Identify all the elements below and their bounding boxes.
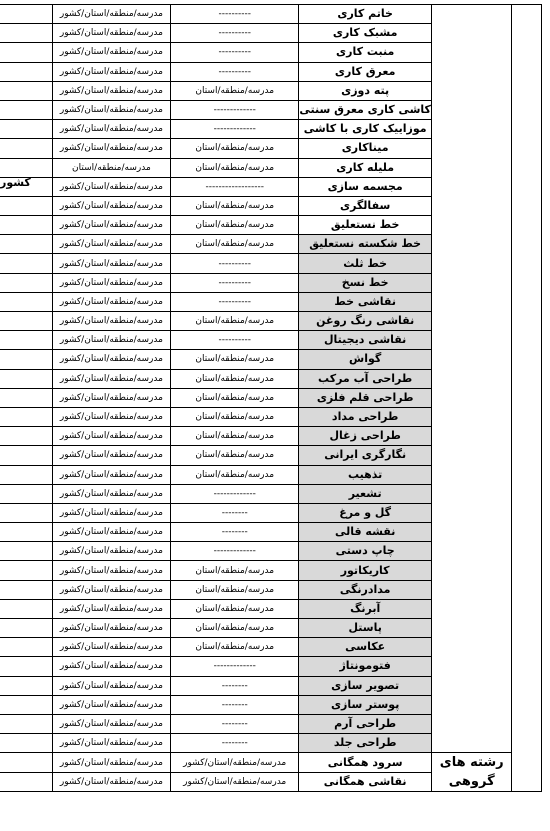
field-name: فتومونتاژ: [299, 657, 432, 676]
level-cell-3: [0, 695, 52, 714]
level-cell-2: مدرسه/منطقه/استان/کشور: [52, 446, 170, 465]
level-cell-3: [0, 254, 52, 273]
level-cell-2: مدرسه/منطقه/استان/کشور: [52, 465, 170, 484]
level-cell-3: [0, 638, 52, 657]
level-cell-1: مدرسه/منطقه/استان: [171, 158, 299, 177]
level-cell-3: [0, 100, 52, 119]
field-name: طراحی آرم: [299, 714, 432, 733]
field-name: عکاسی: [299, 638, 432, 657]
level-cell-3: [0, 657, 52, 676]
level-cell-3: [0, 446, 52, 465]
level-cell-3: [0, 196, 52, 215]
level-cell-3: [0, 676, 52, 695]
level-cell-3: [0, 714, 52, 733]
field-name: خط شکسته نستعلیق: [299, 235, 432, 254]
level-cell-1: ----------: [171, 5, 299, 24]
level-cell-1: مدرسه/منطقه/استان: [171, 350, 299, 369]
level-cell-2: مدرسه/منطقه/استان/کشور: [52, 427, 170, 446]
level-cell-1: مدرسه/منطقه/استان: [171, 235, 299, 254]
field-name: معرق کاری: [299, 62, 432, 81]
level-cell-2: مدرسه/منطقه/استان/کشور: [52, 407, 170, 426]
level-cell-3: [0, 62, 52, 81]
level-cell-2: مدرسه/منطقه/استان/کشور: [52, 62, 170, 81]
level-cell-3: [0, 465, 52, 484]
level-cell-2: مدرسه/منطقه/استان/کشور: [52, 24, 170, 43]
field-name: تصویر سازی: [299, 676, 432, 695]
level-cell-3: [0, 503, 52, 522]
level-cell-2: مدرسه/منطقه/استان/کشور: [52, 734, 170, 753]
level-cell-1: مدرسه/منطقه/استان: [171, 196, 299, 215]
level-cell-2: مدرسه/منطقه/استان/کشور: [52, 235, 170, 254]
field-name: گواش: [299, 350, 432, 369]
level-cell-1: -------------: [171, 120, 299, 139]
level-cell-2: مدرسه/منطقه/استان/کشور: [52, 273, 170, 292]
level-cell-2: مدرسه/منطقه/استان/کشور: [52, 484, 170, 503]
level-cell-1: --------: [171, 714, 299, 733]
level-cell-1: مدرسه/منطقه/استان: [171, 369, 299, 388]
level-cell-2: مدرسه/منطقه/استان/کشور: [52, 292, 170, 311]
level-cell-2: مدرسه/منطقه/استان/کشور: [52, 542, 170, 561]
field-name: تشعیر: [299, 484, 432, 503]
level-cell-2: مدرسه/منطقه/استان/کشور: [52, 216, 170, 235]
level-cell-2: مدرسه/منطقه/استان/کشور: [52, 388, 170, 407]
level-cell-2: مدرسه/منطقه/استان/کشور: [52, 561, 170, 580]
level-cell-3: [0, 407, 52, 426]
level-cell-3: [0, 561, 52, 580]
field-name: چاپ دستی: [299, 542, 432, 561]
level-cell-3: [0, 292, 52, 311]
level-cell-2: مدرسه/منطقه/استان/کشور: [52, 619, 170, 638]
field-name: سفالگری: [299, 196, 432, 215]
level-cell-3: [0, 331, 52, 350]
level-cell-3: [0, 580, 52, 599]
level-cell-2: مدرسه/منطقه/استان/کشور: [52, 43, 170, 62]
level-cell-1: ----------: [171, 254, 299, 273]
field-name: ملیله کاری: [299, 158, 432, 177]
field-name: طراحی قلم فلزی: [299, 388, 432, 407]
field-name: خاتم کاری: [299, 5, 432, 24]
field-name: طراحی زغال: [299, 427, 432, 446]
level-cell-2: مدرسه/منطقه/استان/کشور: [52, 580, 170, 599]
field-name: کاریکاتور: [299, 561, 432, 580]
level-cell-3: [0, 523, 52, 542]
level-cell-2: مدرسه/منطقه/استان/کشور: [52, 350, 170, 369]
level-cell-1: ----------: [171, 331, 299, 350]
level-cell-3: [0, 484, 52, 503]
field-name: نقاشی رنگ روغن: [299, 312, 432, 331]
level-cell-3: [0, 120, 52, 139]
level-cell-2: مدرسه/منطقه/استان/کشور: [52, 312, 170, 331]
group-label: رشته های گروهی: [439, 755, 504, 790]
level-cell-2: مدرسه/منطقه/استان/کشور: [52, 638, 170, 657]
level-cell-1: --------: [171, 676, 299, 695]
level-cell-3: [0, 599, 52, 618]
level-cell-1: -------------: [171, 100, 299, 119]
level-cell-1: ------------------: [171, 177, 299, 196]
level-cell-1: --------: [171, 734, 299, 753]
field-name: پوستر سازی: [299, 695, 432, 714]
field-name: مشبک کاری: [299, 24, 432, 43]
table-row: [0, 753, 542, 773]
field-name: پاستل: [299, 619, 432, 638]
level-cell-1: مدرسه/منطقه/استان: [171, 446, 299, 465]
level-cell-3: [0, 158, 52, 177]
level-cell-1: --------: [171, 695, 299, 714]
level-cell-1: مدرسه/منطقه/استان/کشور: [171, 772, 299, 792]
level-cell-1: -------------: [171, 657, 299, 676]
level-cell-1: مدرسه/منطقه/استان: [171, 216, 299, 235]
category-cell: [431, 5, 512, 753]
table-row: [0, 5, 542, 24]
field-name: خط ثلث: [299, 254, 432, 273]
level-cell-1: --------: [171, 503, 299, 522]
level-cell-1: مدرسه/منطقه/استان: [171, 427, 299, 446]
level-cell-3: [0, 619, 52, 638]
level-cell-2: مدرسه/منطقه/استان/کشور: [52, 369, 170, 388]
field-name: خط نستعلیق: [299, 216, 432, 235]
field-name: کاشی کاری معرق سنتی: [299, 100, 432, 119]
level-cell-3: [0, 388, 52, 407]
level-cell-1: مدرسه/منطقه/استان: [171, 407, 299, 426]
level-cell-3: [0, 24, 52, 43]
level-cell-2: مدرسه/منطقه/استان/کشور: [52, 772, 170, 792]
field-name: خط نسخ: [299, 273, 432, 292]
side-label: کشور: [0, 176, 31, 189]
level-cell-1: --------: [171, 523, 299, 542]
level-cell-2: مدرسه/منطقه/استان/کشور: [52, 753, 170, 773]
level-cell-1: مدرسه/منطقه/استان: [171, 465, 299, 484]
level-cell-2: مدرسه/منطقه/استان/کشور: [52, 100, 170, 119]
level-cell-2: مدرسه/منطقه/استان/کشور: [52, 5, 170, 24]
level-cell-3: [0, 369, 52, 388]
level-cell-1: مدرسه/منطقه/استان/کشور: [171, 753, 299, 773]
field-name: آبرنگ: [299, 599, 432, 618]
outer-column: [512, 5, 542, 792]
level-cell-2: مدرسه/منطقه/استان: [52, 158, 170, 177]
field-name: منبت کاری: [299, 43, 432, 62]
field-name: نقاشی همگانی: [299, 772, 432, 792]
level-cell-1: -------------: [171, 484, 299, 503]
field-name: موزاییک کاری با کاشی: [299, 120, 432, 139]
level-cell-1: مدرسه/منطقه/استان: [171, 638, 299, 657]
level-cell-3: [0, 81, 52, 100]
level-cell-1: ----------: [171, 62, 299, 81]
level-cell-2: مدرسه/منطقه/استان/کشور: [52, 254, 170, 273]
level-cell-1: مدرسه/منطقه/استان: [171, 619, 299, 638]
field-name: مدادرنگی: [299, 580, 432, 599]
level-cell-1: مدرسه/منطقه/استان: [171, 561, 299, 580]
level-cell-1: مدرسه/منطقه/استان: [171, 580, 299, 599]
level-cell-3: [0, 235, 52, 254]
level-cell-3: [0, 43, 52, 62]
level-cell-3: [0, 312, 52, 331]
level-cell-3: [0, 273, 52, 292]
level-cell-1: مدرسه/منطقه/استان: [171, 139, 299, 158]
level-cell-1: ----------: [171, 292, 299, 311]
level-cell-2: مدرسه/منطقه/استان/کشور: [52, 81, 170, 100]
level-cell-1: مدرسه/منطقه/استان: [171, 81, 299, 100]
group-category-cell: [431, 753, 512, 792]
field-name: نقشه قالی: [299, 523, 432, 542]
field-name: مجسمه سازی: [299, 177, 432, 196]
level-cell-2: مدرسه/منطقه/استان/کشور: [52, 503, 170, 522]
table-body: [0, 5, 542, 792]
level-cell-3: [0, 5, 52, 24]
level-cell-2: مدرسه/منطقه/استان/کشور: [52, 523, 170, 542]
field-name: گل و مرغ: [299, 503, 432, 522]
field-name: طراحی مداد: [299, 407, 432, 426]
level-cell-3: [0, 542, 52, 561]
field-name: طراحی جلد: [299, 734, 432, 753]
field-name: نگارگری ایرانی: [299, 446, 432, 465]
level-cell-2: مدرسه/منطقه/استان/کشور: [52, 695, 170, 714]
level-cell-2: مدرسه/منطقه/استان/کشور: [52, 331, 170, 350]
field-name: میناکاری: [299, 139, 432, 158]
level-cell-3: [0, 734, 52, 753]
field-name: پته دوزی: [299, 81, 432, 100]
level-cell-3: [0, 216, 52, 235]
level-cell-2: مدرسه/منطقه/استان/کشور: [52, 599, 170, 618]
level-cell-2: مدرسه/منطقه/استان/کشور: [52, 714, 170, 733]
level-cell-3: [0, 772, 52, 792]
competition-table: [0, 4, 542, 792]
field-name: طراحی آب مرکب: [299, 369, 432, 388]
level-cell-1: ----------: [171, 273, 299, 292]
level-cell-1: مدرسه/منطقه/استان: [171, 388, 299, 407]
field-name: نقاشی خط: [299, 292, 432, 311]
field-name: تذهیب: [299, 465, 432, 484]
level-cell-1: مدرسه/منطقه/استان: [171, 312, 299, 331]
level-cell-1: ----------: [171, 24, 299, 43]
level-cell-3: [0, 139, 52, 158]
level-cell-3: [0, 753, 52, 773]
level-cell-2: مدرسه/منطقه/استان/کشور: [52, 676, 170, 695]
level-cell-3: [0, 427, 52, 446]
level-cell-2: مدرسه/منطقه/استان/کشور: [52, 196, 170, 215]
field-name: سرود همگانی: [299, 753, 432, 773]
level-cell-2: مدرسه/منطقه/استان/کشور: [52, 120, 170, 139]
level-cell-2: مدرسه/منطقه/استان/کشور: [52, 657, 170, 676]
level-cell-1: مدرسه/منطقه/استان: [171, 599, 299, 618]
level-cell-3: [0, 177, 52, 196]
level-cell-1: -------------: [171, 542, 299, 561]
level-cell-2: مدرسه/منطقه/استان/کشور: [52, 177, 170, 196]
level-cell-1: ----------: [171, 43, 299, 62]
level-cell-3: [0, 350, 52, 369]
field-name: نقاشی دیجیتال: [299, 331, 432, 350]
level-cell-2: مدرسه/منطقه/استان/کشور: [52, 139, 170, 158]
